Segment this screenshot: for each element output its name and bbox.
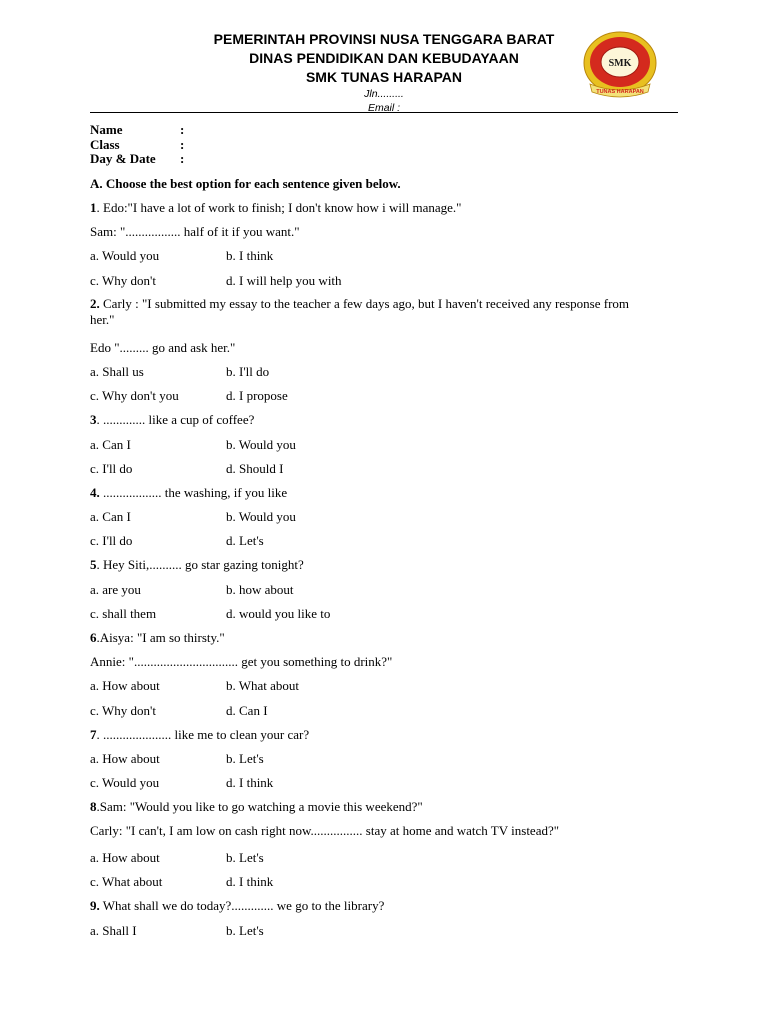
- question-text: . ..................... like me to clean your car?: [96, 726, 310, 742]
- identity-label: Name: [90, 122, 123, 137]
- answer-option: d. Can I: [226, 702, 268, 718]
- question-item: [90, 894, 690, 942]
- question-stem: [90, 795, 690, 819]
- question-item: [90, 626, 690, 723]
- answer-option: c. I'll do: [90, 460, 133, 476]
- question-number: 4.: [90, 484, 100, 500]
- answer-option: a. Can I: [90, 436, 131, 452]
- emblem-ribbon-text: TUNAS HARAPAN: [596, 89, 644, 95]
- header-divider: [90, 112, 678, 113]
- question-text: Edo "......... go and ask her.": [90, 339, 236, 355]
- identity-separator: :: [180, 122, 185, 137]
- answer-option: a. Would you: [90, 248, 160, 264]
- question-item: [90, 293, 690, 409]
- answer-option: c. Why don't: [90, 702, 157, 718]
- identity-block: [90, 123, 184, 167]
- question-stem: [90, 408, 690, 432]
- option-row: [90, 360, 690, 384]
- question-text: Carly : "I submitted my essay to the teacher a few days ago, but I haven't received any response from her.": [90, 295, 630, 328]
- answer-option: d. would you like to: [226, 605, 331, 621]
- section-a-title: A. Choose the best option for each sentence given below.: [90, 176, 401, 191]
- question-number: 9.: [90, 898, 100, 914]
- answer-option: a. Can I: [90, 509, 131, 525]
- answer-option: b. Let's: [226, 750, 264, 766]
- question-dialogue-line: [90, 820, 650, 847]
- option-row: [90, 269, 690, 293]
- school-name: SMK TUNAS HARAPAN: [305, 69, 463, 85]
- question-text: . ............. like a cup of coffee?: [96, 412, 255, 428]
- question-dialogue-line: [90, 220, 690, 244]
- option-row: [90, 244, 690, 268]
- question-stem: [90, 553, 690, 577]
- question-stem: [90, 196, 690, 220]
- answer-option: c. shall them: [90, 605, 157, 621]
- answer-option: a. How about: [90, 850, 160, 865]
- question-stem: [90, 481, 690, 505]
- question-item: [90, 723, 690, 796]
- identity-separator: :: [180, 151, 185, 166]
- option-row: [90, 578, 690, 602]
- option-row: [90, 505, 690, 529]
- option-row: [90, 919, 690, 943]
- option-row: [90, 529, 690, 553]
- question-number: 7: [90, 726, 97, 742]
- question-list: [90, 196, 690, 943]
- answer-option: b. how about: [226, 581, 294, 597]
- question-number: 1: [90, 200, 97, 215]
- option-row: [90, 433, 690, 457]
- question-text: Sam: "................. half of it if you want.": [90, 224, 300, 240]
- question-item: [90, 408, 690, 481]
- question-item: [90, 481, 690, 554]
- question-number: 6: [90, 630, 97, 645]
- answer-option: c. Why don't you: [90, 388, 179, 404]
- question-text: What shall we do today?............. we go to the library?: [99, 898, 385, 914]
- question-stem: [90, 723, 690, 747]
- question-stem: [90, 293, 650, 336]
- option-row: [90, 846, 690, 870]
- question-item: [90, 196, 690, 293]
- question-number: 2.: [90, 295, 100, 311]
- school-email: Email :: [367, 102, 401, 114]
- answer-option: a. Shall us: [90, 363, 144, 379]
- school-address: Jln.........: [364, 88, 404, 100]
- option-row: [90, 674, 690, 698]
- identity-label: Class: [90, 136, 120, 152]
- answer-option: c. Why don't: [90, 272, 157, 288]
- answer-option: b. I think: [226, 248, 274, 264]
- emblem-center-text: SMK: [608, 58, 632, 69]
- option-row: [90, 699, 690, 723]
- department-name: DINAS PENDIDIKAN DAN KEBUDAYAAN: [249, 50, 519, 66]
- identity-separator: :: [180, 136, 185, 152]
- question-text: . Hey Siti,.......... go star gazing tonight?: [96, 557, 304, 573]
- answer-option: d. I will help you with: [226, 272, 342, 288]
- option-row: [90, 457, 690, 481]
- answer-option: d. Let's: [226, 533, 264, 549]
- answer-option: c. What about: [90, 874, 163, 890]
- answer-option: d. I think: [226, 775, 274, 791]
- worksheet-body: [90, 172, 690, 943]
- answer-option: c. I'll do: [90, 533, 133, 549]
- school-emblem-icon: [582, 30, 658, 98]
- answer-option: b. What about: [226, 678, 300, 694]
- answer-option: d. Should I: [226, 460, 284, 476]
- answer-option: a. How about: [90, 678, 160, 694]
- answer-option: b. Let's: [226, 850, 264, 865]
- question-number: 5: [90, 557, 97, 573]
- answer-option: b. Let's: [226, 922, 264, 938]
- identity-row: [90, 138, 184, 153]
- question-item: [90, 553, 690, 626]
- question-item: [90, 795, 690, 894]
- government-name: PEMERINTAH PROVINSI NUSA TENGGARA BARAT: [213, 31, 555, 47]
- question-dialogue-line: [90, 336, 690, 360]
- answer-option: a. Shall I: [90, 922, 137, 938]
- option-row: [90, 747, 690, 771]
- question-text: .Sam: "Would you like to go watching a movie this weekend?": [96, 799, 423, 815]
- question-dialogue-line: [90, 650, 690, 674]
- question-number: 8: [90, 799, 97, 815]
- identity-label: Day & Date: [90, 151, 156, 166]
- question-stem: [90, 894, 690, 918]
- answer-option: a. are you: [90, 581, 141, 597]
- identity-row: [90, 123, 184, 138]
- question-stem: [90, 626, 690, 650]
- question-text: .Aisya: "I am so thirsty.": [96, 630, 225, 645]
- option-row: [90, 771, 690, 795]
- answer-option: d. I think: [226, 874, 274, 890]
- answer-option: b. I'll do: [226, 363, 270, 379]
- option-row: [90, 384, 690, 408]
- answer-option: b. Would you: [226, 509, 296, 525]
- answer-option: b. Would you: [226, 436, 296, 452]
- option-row: [90, 602, 690, 626]
- identity-row: [90, 152, 184, 167]
- option-row: [90, 870, 690, 894]
- answer-option: c. Would you: [90, 775, 160, 791]
- answer-option: d. I propose: [226, 388, 288, 404]
- question-text: .................. the washing, if you like: [99, 484, 288, 500]
- question-number: 3: [90, 412, 97, 428]
- question-text: . Edo:"I have a lot of work to finish; I don't know how i will manage.": [96, 200, 462, 215]
- question-text: Carly: "I can't, I am low on cash right now................ stay at home and watch TV instead?": [90, 822, 560, 838]
- answer-option: a. How about: [90, 750, 160, 766]
- question-text: Annie: "................................ get you something to drink?": [90, 654, 393, 670]
